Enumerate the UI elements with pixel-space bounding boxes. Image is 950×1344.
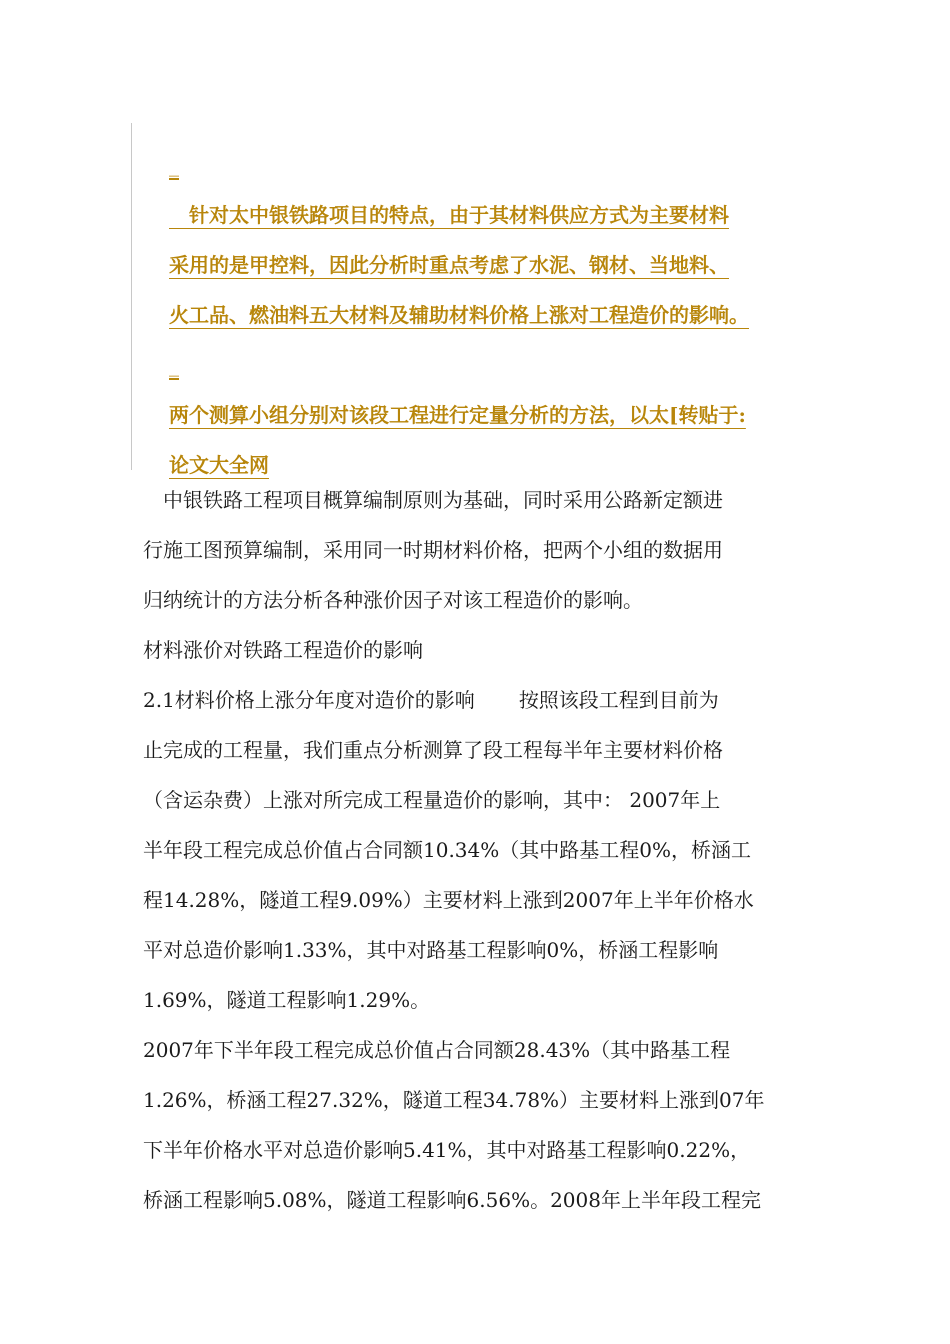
quoted-link-block [169, 140, 849, 490]
link-text-line[interactable]: 火工品、燃油料五大材料及辅助材料价格上涨对工程造价的影响。 [169, 303, 749, 327]
body-text-line: 归纳统计的方法分析各种涨价因子对该工程造价的影响。 [143, 588, 643, 612]
body-text-line: （含运杂费）上涨对所完成工程量造价的影响，其中： 2007年上 [143, 788, 721, 812]
link-text-line[interactable]: 针对太中银铁路项目的特点，由于其材料供应方式为主要材料 [169, 203, 729, 227]
link-marker[interactable]: _ [169, 153, 179, 177]
link-text-line[interactable]: 两个测算小组分别对该段工程进行定量分析的方法，以太[转贴于: [169, 403, 746, 427]
subsection-title: 2.1材料价格上涨分年度对造价的影响 [143, 688, 475, 712]
body-text-line: 半年段工程完成总价值占合同额10.34%（其中路基工程0%，桥涵工 [143, 838, 751, 862]
body-text-line: 1.69%，隧道工程影响1.29%。 [143, 988, 431, 1012]
body-text-line: 2007年下半年段工程完成总价值占合同额28.43%（其中路基工程 [143, 1038, 731, 1062]
section-heading: 材料涨价对铁路工程造价的影响 [143, 638, 423, 662]
body-text-line: 平对总造价影响1.33%，其中对路基工程影响0%，桥涵工程影响 [143, 938, 719, 962]
blockquote-bar [131, 123, 132, 470]
body-text-line: 1.26%，桥涵工程27.32%，隧道工程34.78%）主要材料上涨到07年 [143, 1088, 765, 1112]
link-text-line[interactable]: 论文大全网 [169, 453, 269, 477]
subsection-lead: 按照该段工程到目前为 [518, 688, 719, 712]
link-text-line[interactable]: 采用的是甲控料，因此分析时重点考虑了水泥、钢材、当地料、 [169, 253, 729, 277]
body-text-line: 止完成的工程量，我们重点分析测算了段工程每半年主要材料价格 [143, 738, 723, 762]
body-text-line: 程14.28%，隧道工程9.09%）主要材料上涨到2007年上半年价格水 [143, 888, 754, 912]
link-marker[interactable]: _ [169, 353, 179, 377]
subsection-line [143, 675, 843, 725]
body-text-line: 中银铁路工程项目概算编制原则为基础，同时采用公路新定额进 [143, 488, 723, 512]
body-text-line: 桥涵工程影响5.08%，隧道工程影响6.56%。2008年上半年段工程完 [143, 1188, 761, 1212]
body-text-line: 下半年价格水平对总造价影响5.41%，其中对路基工程影响0.22%， [143, 1138, 751, 1162]
document-body [143, 475, 843, 1225]
body-text-line: 行施工图预算编制，采用同一时期材料价格，把两个小组的数据用 [143, 538, 723, 562]
